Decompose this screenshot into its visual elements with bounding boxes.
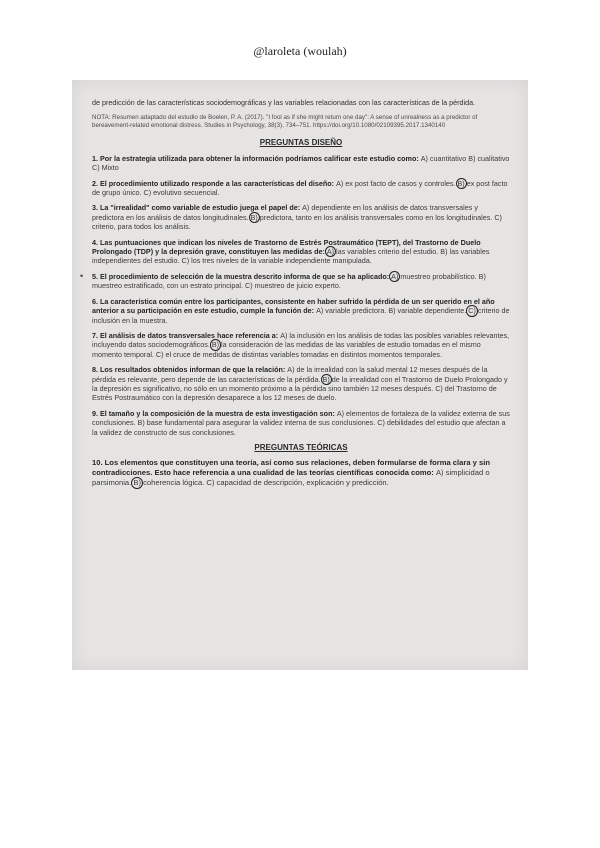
- circled-answer-mark: B): [457, 178, 465, 188]
- circled-answer-mark: A): [326, 247, 335, 257]
- answer-text: la consideración de las medidas de las variables de estudio tomadas en el mismo momento temporal. C) el cruce de medidas de distintas variables tomadas en distintos momentos temporales.: [92, 340, 481, 359]
- document-content: [80, 98, 510, 494]
- question-9: [92, 409, 510, 437]
- circled-answer-mark: B): [133, 478, 141, 488]
- answer-text: A) de la irrealidad con la salud mental 12 meses después de la pérdida es relevante, pero depende de las características de la pérdida.: [92, 365, 488, 384]
- answer-text: A) simplicidad o parsimonia.: [92, 468, 490, 488]
- question-5: [80, 270, 510, 291]
- answer-text: A) cuantitativo B) cualitativo C) Mixto: [92, 153, 510, 173]
- question-7: [92, 331, 510, 359]
- answer-text: criterio de inclusión en la muestra.: [92, 306, 510, 325]
- answer-text: A) dependiente en los análisis de datos transversales y predictora en los análisis de datos longitudinales.: [92, 203, 478, 222]
- answer-text: ex post facto de grupo único. C) evolutivo secuencial.: [92, 178, 508, 198]
- answer-text: predictora, tanto en los análisis transversales como en los longitudinales. C) criterio, para todos los análisis.: [92, 212, 502, 232]
- question-stem: 6. La característica común entre los participantes, consistente en haber sufrido la pérdida de un ser querido en el año anterior a su participación en este estudio, cumple la función de:: [92, 296, 495, 316]
- question-stem: 2. El procedimiento utilizado responde a las características del diseño:: [92, 178, 337, 188]
- answer-text: A) elementos de fortaleza de la validez externa de sus conclusiones. B) base fundamental para asegurar la validez interna de sus conclusiones. C) debilidades del estudio que afectan a la validez de constructo de sus conclusiones.: [92, 408, 510, 437]
- watermark: @laroleta (woulah): [253, 44, 347, 58]
- question-stem: 4. Las puntuaciones que indican los niveles de Trastorno de Estrés Postraumático (TEPT), del Trastorno de Duelo Prolongado (TDP) y la depresión grave, constituyen las medidas de:: [92, 237, 481, 257]
- answer-text: A) la inclusión en los análisis de todas las posibles variables relevantes, incluyendo datos sociodemográficos.: [92, 330, 510, 350]
- question-stem: 9. El tamaño y la composición de la muestra de esta investigación son:: [92, 408, 337, 418]
- margin-bullet-mark: •: [80, 270, 84, 281]
- question-6: [92, 297, 510, 325]
- circled-answer-mark: B): [211, 340, 220, 350]
- question-2: [92, 179, 510, 198]
- question-stem: 10. Los elementos que constituyen una teoría, así como sus relaciones, deben formularse de forma clara y sin contradicciones. Esto hace referencia a una cualidad de las teorías científicas conocida como:: [92, 458, 490, 478]
- question-stem: 5. El procedimiento de selección de la muestra descrito informa de que se ha aplicado:: [92, 271, 392, 281]
- question-stem: 1. Por la estrategia utilizada para obtener la información podríamos calificar este estudio como:: [92, 153, 421, 163]
- circled-answer-mark: A): [391, 271, 399, 281]
- answer-text: de la irrealidad con el Trastorno de Duelo Prolongado y la depresión es significativo, no sólo en un momento próximo a la pérdida sino también 12 meses después. C) del Trastorno de Estrés Postraumático con la depresión desaparece a los 12 meses de duelo.: [92, 374, 508, 403]
- question-stem: 8. Los resultados obtenidos informan de que la relación:: [92, 365, 288, 375]
- answer-text: A) ex post facto de casos y controles.: [336, 178, 458, 188]
- question-stem: 3. La "irrealidad" como variable de estudio juega el papel de:: [92, 203, 303, 213]
- answer-text: muestreo probabilístico. B) muestreo estratificado, con un estrato principal. C) muestreo de juicio experto.: [92, 271, 486, 291]
- question-stem: 7. El análisis de datos transversales hace referencia a:: [92, 330, 281, 340]
- questions-diseno: [80, 153, 510, 437]
- questions-teoricas: [92, 458, 510, 488]
- question-8: [92, 365, 510, 403]
- question-1: [92, 154, 510, 173]
- answer-text: coherencia lógica. C) capacidad de descripción, explicación y predicción.: [140, 478, 389, 488]
- question-4: [92, 238, 510, 266]
- circled-answer-mark: B): [322, 374, 330, 384]
- intro-paragraph: de predicción de las características sociodemográficas y las variables relacionadas con las características de la pérdida.: [92, 98, 476, 107]
- reference-note: NOTA: Resumen adaptado del estudio de Boelen, P. A. (2017). "I fool as if she might return one day": A sense of unrealness as a predictor of bereavement-related emotional distress. Studies in Psychology, 38(3), 734–751. https://doi.org/10.1080/02109395.2017.1340140: [92, 114, 478, 130]
- answer-text: las variables criterio del estudio. B) las variables independientes del estudio. C) los tres niveles de la variable independiente manipulada.: [92, 247, 490, 266]
- question-10: [92, 458, 510, 488]
- question-3: [92, 203, 510, 231]
- section-title-diseno: PREGUNTAS DISEÑO: [259, 138, 343, 148]
- section-title-teoricas: PREGUNTAS TEÓRICAS: [254, 442, 348, 452]
- circled-answer-mark: B): [250, 212, 258, 222]
- circled-answer-mark: C): [468, 306, 476, 316]
- answer-text: A) variable predictora. B) variable dependiente.: [316, 306, 469, 316]
